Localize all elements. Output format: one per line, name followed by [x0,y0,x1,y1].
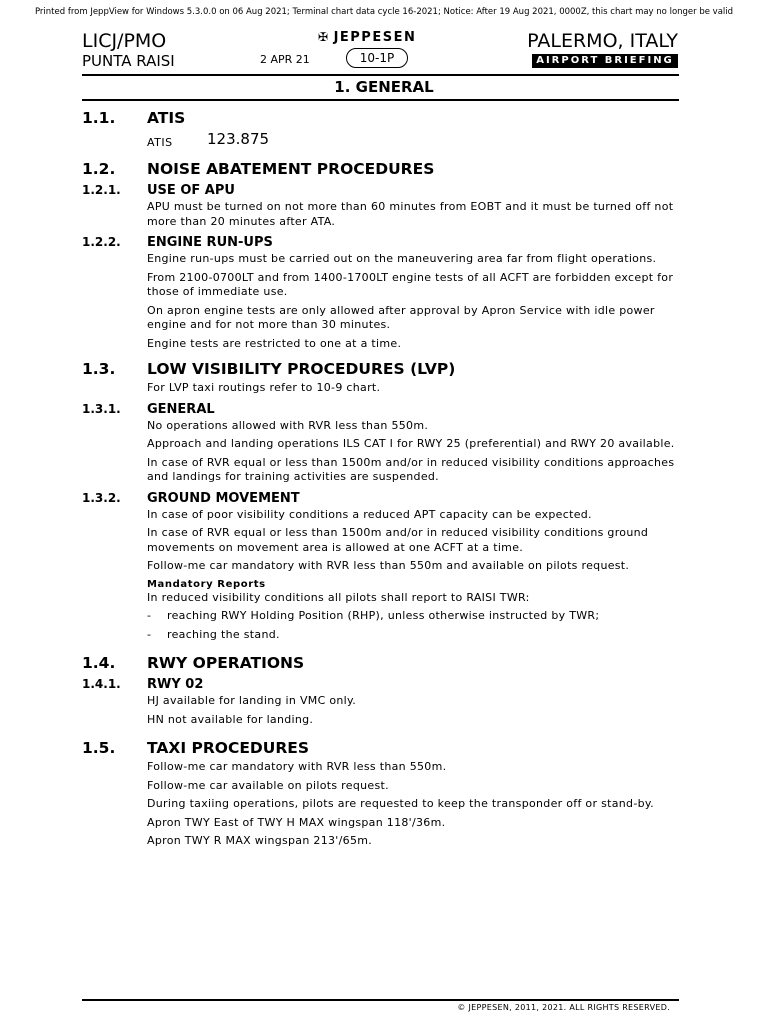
paragraph: Approach and landing operations ILS CAT I for RWY 25 (preferential) and RWY 20 available. [147,437,675,450]
atis-frequency-row [147,130,679,152]
heading-title: GENERAL [147,401,215,417]
atis-frequency: 123.875 [207,130,270,148]
heading-1-5 [82,736,679,760]
list-item [147,609,679,624]
mandatory-reports-title: Mandatory Reports [147,578,266,590]
paragraph: For LVP taxi routings refer to 10-9 chart. [147,381,381,394]
heading-number: 1.4.1. [82,677,121,691]
heading-1-3 [82,357,679,381]
paragraph: On apron engine tests are only allowed after approval by Apron Service with idle power engine and for not more than 30 minutes. [147,303,655,331]
copyright: © JEPPESEN, 2011, 2021. ALL RIGHTS RESERVED. [457,1003,670,1012]
paragraph: Follow-me car available on pilots request. [147,778,389,792]
airport-identifier: LICJ/PMO [82,30,167,52]
header-rule [82,74,679,76]
paragraph: In case of RVR equal or less than 1500m and/or in reduced visibility conditions approaches and landings for training activities are suspended. [147,455,675,483]
print-notice: Printed from JeppView for Windows 5.3.0.0 on 06 Aug 2021; Terminal chart data cycle 16-2021; Notice: After 19 Aug 2021, 0000Z, this chart may no longer be valid [34,7,734,17]
list-item-text: reaching the stand. [167,627,280,641]
heading-number: 1.2.1. [82,183,121,197]
paragraph: Follow-me car mandatory with RVR less than 550m. [147,760,447,773]
footer-rule [82,999,679,1001]
heading-1-3-1 [82,400,679,419]
heading-1-4-1 [82,675,679,694]
heading-title: USE OF APU [147,183,235,198]
jeppesen-mark-icon: ✠ [318,30,330,44]
list-item [147,628,679,643]
chart-date: 2 APR 21 [260,53,310,66]
heading-title: LOW VISIBILITY PROCEDURES (LVP) [147,360,456,378]
paragraph: APU must be turned on not more than 60 minutes from EOBT and it must be turned off not more than 20 minutes after ATA. [147,200,674,228]
paragraph: From 2100-0700LT and from 1400-1700LT engine tests of all ACFT are forbidden except for those of immediate use. [147,270,674,298]
heading-1-3-2 [82,489,679,508]
paragraph: In case of RVR equal or less than 1500m and/or in reduced visibility conditions ground movements on movement area is allowed at one ACFT at a time. [147,526,649,554]
list-item-text: reaching RWY Holding Position (RHP), unless otherwise instructed by TWR; [167,609,600,622]
heading-title: RWY 02 [147,677,204,692]
heading-number: 1.3. [82,360,116,378]
heading-number: 1.3.2. [82,490,121,505]
paragraph: Engine run-ups must be carried out on the maneuvering area far from flight operations. [147,252,657,265]
heading-1-4 [82,651,679,675]
paragraph: HN not available for landing. [147,712,314,726]
section-rule [82,99,679,101]
paragraph: Follow-me car mandatory with RVR less than 550m and available on pilots request. [147,559,630,572]
airport-name: PUNTA RAISI [82,52,175,70]
brand-name: JEPPESEN [333,30,417,45]
heading-1-2-1 [82,181,679,200]
heading-title: GROUND MOVEMENT [147,490,300,506]
heading-number: 1.3.1. [82,401,121,416]
jeppesen-logo [318,30,416,45]
paragraph: During taxiing operations, pilots are requested to keep the transponder off or stand-by. [147,797,654,810]
heading-title: RWY OPERATIONS [147,654,305,672]
heading-title: ATIS [147,109,186,127]
heading-number: 1.2. [82,160,116,178]
heading-number: 1.2.2. [82,235,121,249]
paragraph: Engine tests are restricted to one at a time. [147,336,402,350]
location: PALERMO, ITALY [527,30,678,52]
paragraph: In reduced visibility conditions all pilots shall report to RAISI TWR: [147,590,530,604]
heading-title: ENGINE RUN-UPS [147,235,273,250]
paragraph: No operations allowed with RVR less than 550m. [147,418,429,432]
heading-title: TAXI PROCEDURES [147,739,310,757]
bullet-dash: - [147,627,152,641]
heading-1-1 [82,106,679,130]
bullet-dash: - [147,609,152,622]
heading-number: 1.1. [82,109,116,127]
atis-label: ATIS [147,136,173,149]
paragraph: HJ available for landing in VMC only. [147,694,357,707]
chart-number: 10-1P [346,48,408,68]
heading-number: 1.4. [82,654,116,672]
heading-1-2 [82,157,679,181]
content [82,106,679,849]
paragraph: Apron TWY R MAX wingspan 213'/65m. [147,834,373,847]
chart-type-banner: AIRPORT BRIEFING [532,54,678,68]
paragraph: Apron TWY East of TWY H MAX wingspan 118'/36m. [147,815,446,829]
section-title: 1. GENERAL [334,78,434,96]
heading-number: 1.5. [82,739,116,757]
heading-1-2-2 [82,233,679,252]
heading-title: NOISE ABATEMENT PROCEDURES [147,160,435,178]
paragraph: In case of poor visibility conditions a reduced APT capacity can be expected. [147,507,592,521]
